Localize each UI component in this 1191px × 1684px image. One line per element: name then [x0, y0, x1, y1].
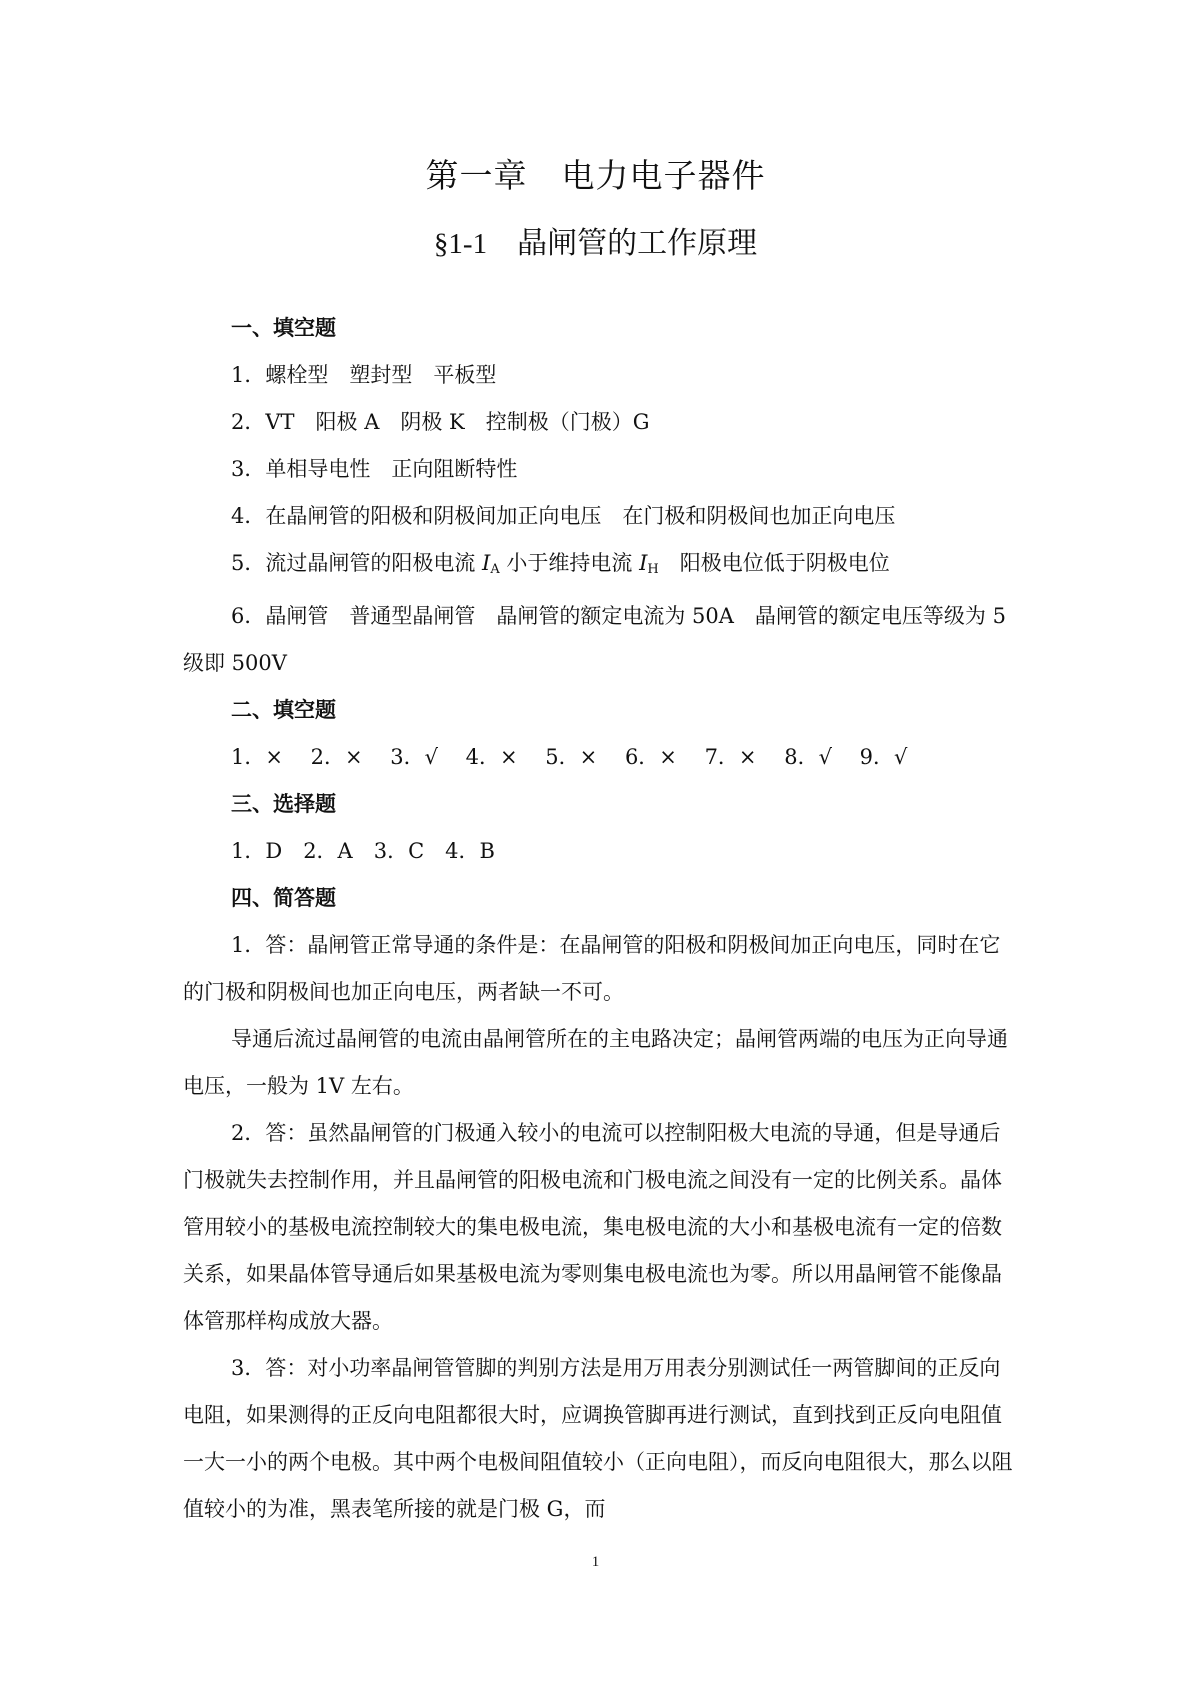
chapter-title: 第一章 电力电子器件 — [425, 156, 766, 195]
choice-heading: 三、选择题 — [231, 792, 336, 816]
fill-blank-item: 4．在晶闸管的阳极和阴极间加正向电压 在门极和阴极间也加正向电压 — [231, 504, 896, 528]
section-name: 晶闸管的工作原理 — [517, 226, 758, 261]
item5-suffix: 阳极电位低于阴极电位 — [658, 551, 890, 575]
fill-blank-item: 2．VT 阳极 A 阴极 K 控制极（门极）G — [231, 410, 650, 434]
holding-current-symbol: I — [639, 551, 648, 575]
fill-blank-heading: 一、填空题 — [231, 316, 336, 340]
page-number: 1 — [591, 1554, 600, 1570]
fill-blank-item: 6．晶闸管 普通型晶闸管 晶闸管的额定电流为 50A 晶闸管的额定电压等级为 5 级即 500V — [183, 604, 1006, 675]
section-title — [0, 218, 1191, 262]
item5-middle: 小于维持电流 — [499, 551, 640, 575]
choice-answers: 1．D 2．A 3．C 4．B — [231, 839, 495, 863]
fill-blank-item-5 — [183, 540, 1015, 593]
section-number: §1-1 — [433, 228, 488, 260]
anode-current-subscript: A — [490, 562, 500, 577]
short-answer-paragraph: 导通后流过晶闸管的电流由晶闸管所在的主电路决定；晶闸管两端的电压为正向导通电压，一般为 1V 左右。 — [183, 1027, 1008, 1098]
item5-prefix: 5．流过晶闸管的阳极电流 — [231, 551, 483, 575]
short-answer-paragraph: 2．答：虽然晶闸管的门极通入较小的电流可以控制阳极大电流的导通，但是导通后门极就失去控制作用，并且晶闸管的阳极电流和门极电流之间没有一定的比例关系。晶体管用较小的基极电流控制较大的集电极电流，集电极电流的大小和基极电流有一定的倍数关系，如果晶体管导通后如果基极电流为零则集电极电流也为零。所以用晶闸管不能像晶体管那样构成放大器。 — [183, 1121, 1002, 1333]
holding-current-subscript: H — [647, 562, 659, 577]
fill-blank-item: 3．单相导电性 正向阻断特性 — [231, 457, 518, 481]
short-answer-paragraph: 3．答：对小功率晶闸管管脚的判别方法是用万用表分别测试任一两管脚间的正反向电阻，如果测得的正反向电阻都很大时，应调换管脚再进行测试，直到找到正反向电阻值一大一小的两个电极。其中两个电极间阻值较小（正向电阻），而反向电阻很大，那么以阻值较小的为准，黑表笔所接的就是门极 G，而 — [183, 1356, 1013, 1521]
answer-content — [183, 305, 1015, 1533]
judge-heading: 二、填空题 — [231, 698, 336, 722]
anode-current-symbol: I — [482, 551, 491, 575]
short-answer-paragraph: 1．答：晶闸管正常导通的条件是：在晶闸管的阳极和阴极间加正向电压，同时在它的门极和阴极间也加正向电压，两者缺一不可。 — [183, 933, 1001, 1004]
short-answer-heading: 四、简答题 — [231, 886, 336, 910]
fill-blank-item: 1．螺栓型 塑封型 平板型 — [231, 363, 497, 387]
judge-answers: 1．× 2．× 3．√ 4．× 5．× 6．× 7．× 8．√ 9．√ — [231, 745, 908, 769]
